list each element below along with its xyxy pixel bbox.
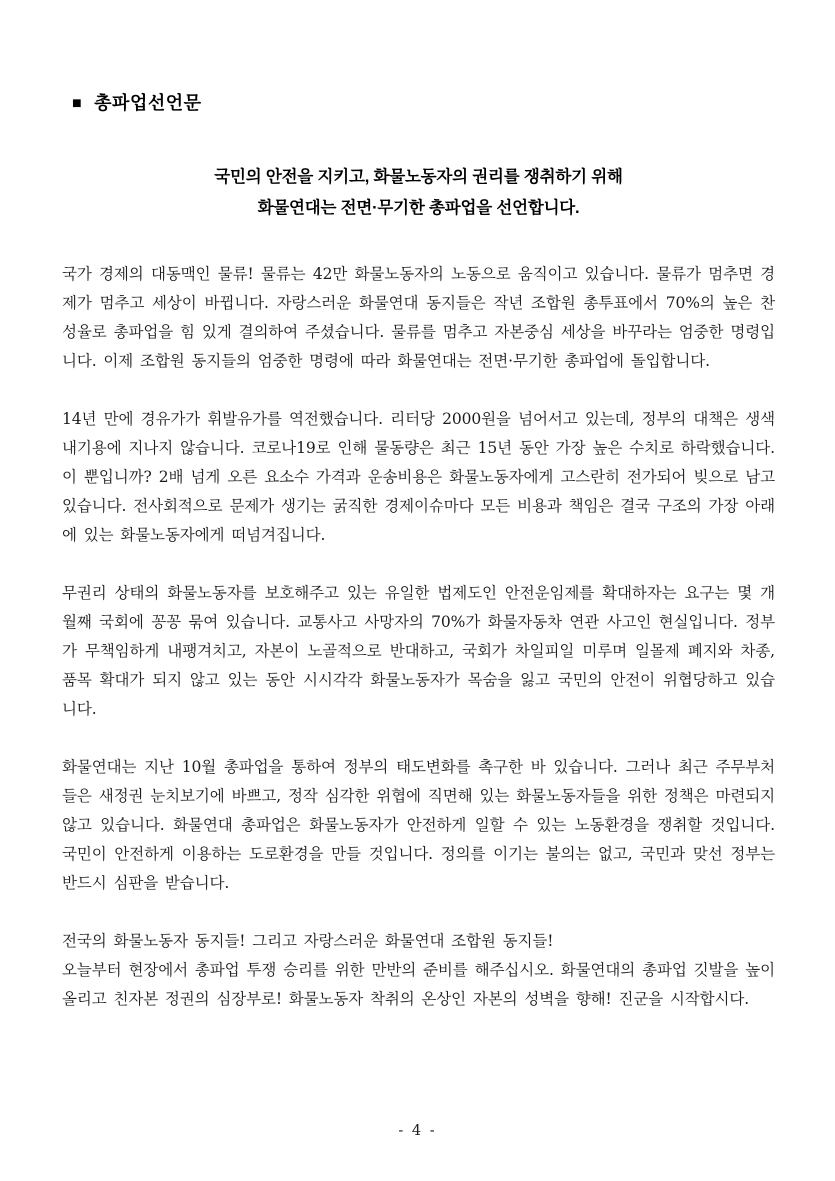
declaration-title-line2: 화물연대는 전면·무기한 총파업을 선언합니다.: [257, 199, 580, 217]
closing-address-line: 전국의 화물노동자 동지들! 그리고 자랑스러운 화물연대 조합원 동지들!: [62, 932, 554, 950]
paragraph-strike-goals: 화물연대는 지난 10월 총파업을 통하여 정부의 태도변화를 촉구한 바 있습니다. 그러나 최근 주무부처들은 새정권 눈치보기에 바쁘고, 정작 심각한 위협에 직면해 있는 화물노동자들을 위한 정책은 마련되지 않고 있습니다. 화물연대 총파업은 화물노동자가 안전하게 일할 수 있는 노동환경을 쟁취할 것입니다. 국민이 안전하게 이용하는 도로환경을 만들 것입니다. 정의를 이기는 불의는 없고, 국민과 맞선 정부는 반드시 심판을 받습니다.: [62, 758, 775, 892]
declaration-title-line1: 국민의 안전을 지키고, 화물노동자의 권리를 쟁취하기 위해: [214, 168, 623, 186]
paragraph-fuel-costs: 14년 만에 경유가가 휘발유가를 역전했습니다. 리터당 2000원을 넘어서고 있는데, 정부의 대책은 생색내기용에 지나지 않습니다. 코로나19로 인해 물동량은 최근 15년 동안 가장 높은 수치로 하락했습니다. 이 뿐입니까? 2배 넘게 오른 요소수 가격과 운송비용은 화물노동자에게 고스란히 전가되어 빚으로 남고 있습니다. 전사회적으로 문제가 생기는 굵직한 경제이슈마다 모든 비용과 책임은 결국 구조의 가장 아래에 있는 화물노동자에게 떠넘겨집니다.: [62, 410, 775, 544]
paragraph-safe-rates: 무권리 상태의 화물노동자를 보호해주고 있는 유일한 법제도인 안전운임제를 확대하자는 요구는 몇 개월째 국회에 꽁꽁 묶여 있습니다. 교통사고 사망자의 70%가 화물자동차 연관 사고인 현실입니다. 정부가 무책임하게 내팽겨치고, 자본이 노골적으로 반대하고, 국회가 차일피일 미루며 일몰제 폐지와 차종,품목 확대가 되지 않고 있는 동안 시시각각 화물노동자가 목숨을 잃고 국민의 안전이 위협당하고 있습니다.: [62, 584, 775, 718]
closing-call-to-action: 오늘부터 현장에서 총파업 투쟁 승리를 위한 만반의 준비를 해주십시오. 화물연대의 총파업 깃발을 높이 올리고 친자본 정권의 심장부로! 화물노동자 착취의 온상인 자본의 성벽을 향해! 진군을 시작합시다.: [62, 961, 775, 1008]
section-heading: [72, 92, 775, 116]
black-square-icon: ■: [72, 95, 83, 112]
section-title: 총파업선언문: [94, 93, 202, 113]
paragraph-logistics: 국가 경제의 대동맥인 물류! 물류는 42만 화물노동자의 노동으로 움직이고 있습니다. 물류가 멈추면 경제가 멈추고 세상이 바뀝니다. 자랑스러운 화물연대 동지들은 작년 조합원 총투표에서 70%의 높은 찬성율로 총파업을 힘 있게 결의하여 주셨습니다. 물류를 멈추고 자본중심 세상을 바꾸라는 엄중한 명령입니다. 이제 조합원 동지들의 엄중한 명령에 따라 화물연대는 전면·무기한 총파업에 돌입합니다.: [62, 265, 775, 370]
page-number: - 4 -: [398, 1123, 437, 1139]
declaration-title: [62, 162, 775, 224]
